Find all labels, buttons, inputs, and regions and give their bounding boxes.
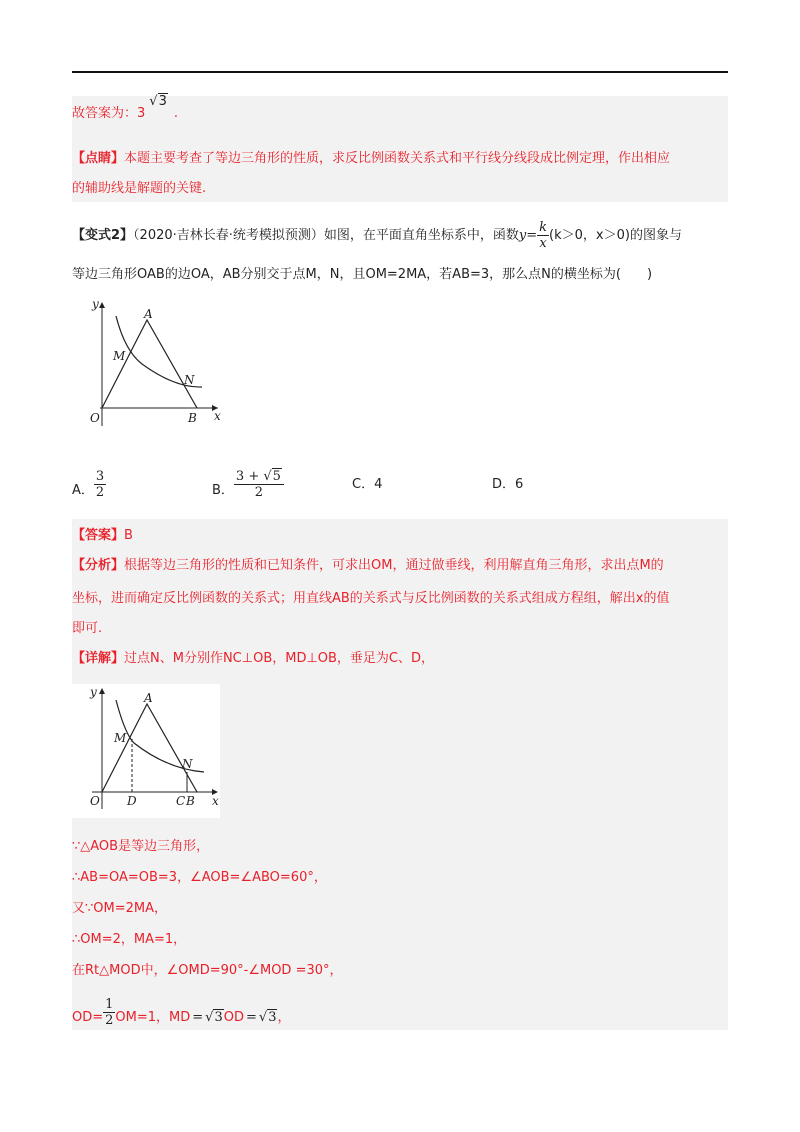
figure-1: [80, 296, 230, 436]
analysis-tag: 【分析】: [72, 558, 125, 573]
option-a-label: A．: [72, 483, 94, 498]
option-b-label: B．: [212, 483, 234, 498]
remark-tag: 【点睛】: [72, 151, 125, 166]
answer-tag-line: [72, 526, 133, 546]
fig1-label-a: A: [144, 307, 153, 321]
step-6-end: ，: [277, 1010, 291, 1025]
fig1-label-m: M: [113, 349, 126, 363]
step-4: [72, 930, 186, 950]
remark-line-1: [72, 149, 670, 169]
step-6: [72, 997, 291, 1033]
variant-line-1: [72, 220, 682, 251]
fig2-label-m: M: [114, 731, 127, 745]
step-6-mid: OM=1，MD: [115, 1010, 191, 1025]
fig2-label-y: y: [90, 685, 97, 699]
step-6-eq-2: =: [246, 1010, 257, 1025]
option-c-value: 4: [374, 477, 383, 492]
variant-text-2: 等边三角形OAB的边OA，AB分别交于点M，N，且OM=2MA，若AB=3，那么点N的横坐标为( ): [72, 267, 653, 282]
step-1: [72, 837, 209, 857]
step-6-sqrt-2: √3: [258, 1010, 277, 1025]
analysis-line-1: [72, 556, 664, 576]
variant-frac-num: k: [539, 220, 548, 235]
variant-cond: (k＞0，x＞0)的图象与: [549, 228, 682, 243]
solution-answer-value: B: [124, 528, 133, 543]
step-6-pre: OD=: [72, 1010, 104, 1025]
answer-sqrt: √3: [149, 94, 167, 109]
fig1-y-arrow: [99, 302, 105, 308]
step-3-text: 又∵OM=2MA，: [72, 901, 167, 916]
fig2-label-b: B: [186, 794, 195, 808]
step-6-den: 2: [105, 1013, 114, 1028]
option-b-num-pre: 3 +: [235, 469, 264, 484]
analysis-text-2: 坐标，进而确定反比例函数的关系式；用直线AB的关系式与反比例函数的关系式组成方程组，解出x的值: [72, 591, 670, 606]
step-6-radicand-2: 3: [268, 1010, 277, 1025]
detail-line-1: [72, 649, 434, 669]
detail-text-1: 过点N、M分别作NC⊥OB，MD⊥OB，垂足为C、D，: [124, 651, 435, 666]
option-a-den: 2: [95, 485, 105, 500]
analysis-text-3: 即可.: [72, 621, 103, 636]
answer-coef: 3: [137, 106, 146, 121]
fig2-y-arrow: [99, 688, 105, 694]
step-2: [72, 868, 327, 888]
figure-2: [72, 684, 222, 818]
fig2-label-a: A: [144, 691, 153, 705]
variant-y-eq: y=: [518, 228, 538, 243]
step-3: [72, 899, 167, 919]
analysis-line-3: [72, 619, 102, 639]
option-d[interactable]: [492, 475, 523, 495]
solution-answer-tag: 【答案】: [72, 528, 125, 543]
option-b-num: 3 + √5: [234, 469, 284, 485]
fig1-label-b: B: [188, 411, 197, 425]
step-5-text: 在Rt△MOD中，∠OMD=90°-∠MOD =30°，: [72, 963, 343, 978]
variant-fraction: [537, 220, 549, 251]
variant-line-2: [72, 265, 652, 285]
step-6-sqrt-1: √3: [205, 1010, 223, 1025]
option-a-num: 3: [95, 469, 105, 484]
step-6-frac: [103, 997, 115, 1028]
answer-prefix: 故答案为：: [72, 106, 138, 121]
step-2-text: ∴AB=OA=OB=3，∠AOB=∠ABO=60°，: [72, 870, 327, 885]
option-a-frac: [94, 469, 106, 500]
analysis-text-1: 根据等边三角形的性质和已知条件，可求出OM，通过做垂线，利用解直角三角形，求出点M的: [124, 558, 664, 573]
fig1-triangle: [102, 320, 197, 408]
step-6-od: OD: [223, 1010, 244, 1025]
step-6-radicand-1: 3: [214, 1010, 223, 1025]
fig1-label-y: y: [92, 297, 99, 311]
fig1-label-o: O: [90, 411, 100, 425]
analysis-line-2: [72, 589, 670, 609]
fig2-label-x: x: [212, 794, 219, 808]
option-b-frac: [234, 469, 284, 500]
step-4-text: ∴OM=2，MA=1，: [72, 932, 187, 947]
step-6-eq-1: =: [192, 1010, 204, 1025]
option-b[interactable]: [212, 469, 284, 506]
variant-source: （2020·吉林长春·统考模拟预测）如图，在平面直角坐标系中，函数: [133, 228, 519, 243]
detail-tag: 【详解】: [72, 651, 125, 666]
fig2-label-c: C: [176, 794, 186, 808]
fig2-label-o: O: [90, 794, 100, 808]
fig1-label-n: N: [184, 373, 195, 387]
variant-frac-den: x: [539, 236, 547, 251]
option-b-den: 2: [254, 485, 264, 500]
option-a[interactable]: [72, 469, 106, 506]
option-d-label: D．: [492, 477, 516, 492]
option-c-label: C．: [352, 477, 375, 492]
remark-text-1: 本题主要考查了等边三角形的性质，求反比例函数关系式和平行线分线段成比例定理，作出相应: [124, 151, 671, 166]
remark-line-2: [72, 179, 206, 199]
option-b-radicand: 5: [272, 469, 281, 484]
fig2-triangle: [102, 704, 197, 792]
header-rule: [72, 71, 728, 73]
remark-text-2: 的辅助线是解题的关键.: [72, 181, 207, 196]
answer-line: [72, 94, 179, 124]
answer-suffix: .: [173, 106, 179, 121]
step-5: [72, 961, 343, 981]
option-d-value: 6: [515, 477, 524, 492]
variant-tag: 【变式2】: [72, 228, 134, 243]
step-1-text: ∵△AOB是等边三角形，: [72, 839, 210, 854]
step-6-num: 1: [105, 997, 114, 1012]
answer-radicand: 3: [158, 94, 167, 109]
fig2-label-n: N: [182, 757, 193, 771]
fig2-label-d: D: [127, 794, 137, 808]
fig1-label-x: x: [214, 409, 221, 423]
option-c[interactable]: [352, 475, 382, 495]
